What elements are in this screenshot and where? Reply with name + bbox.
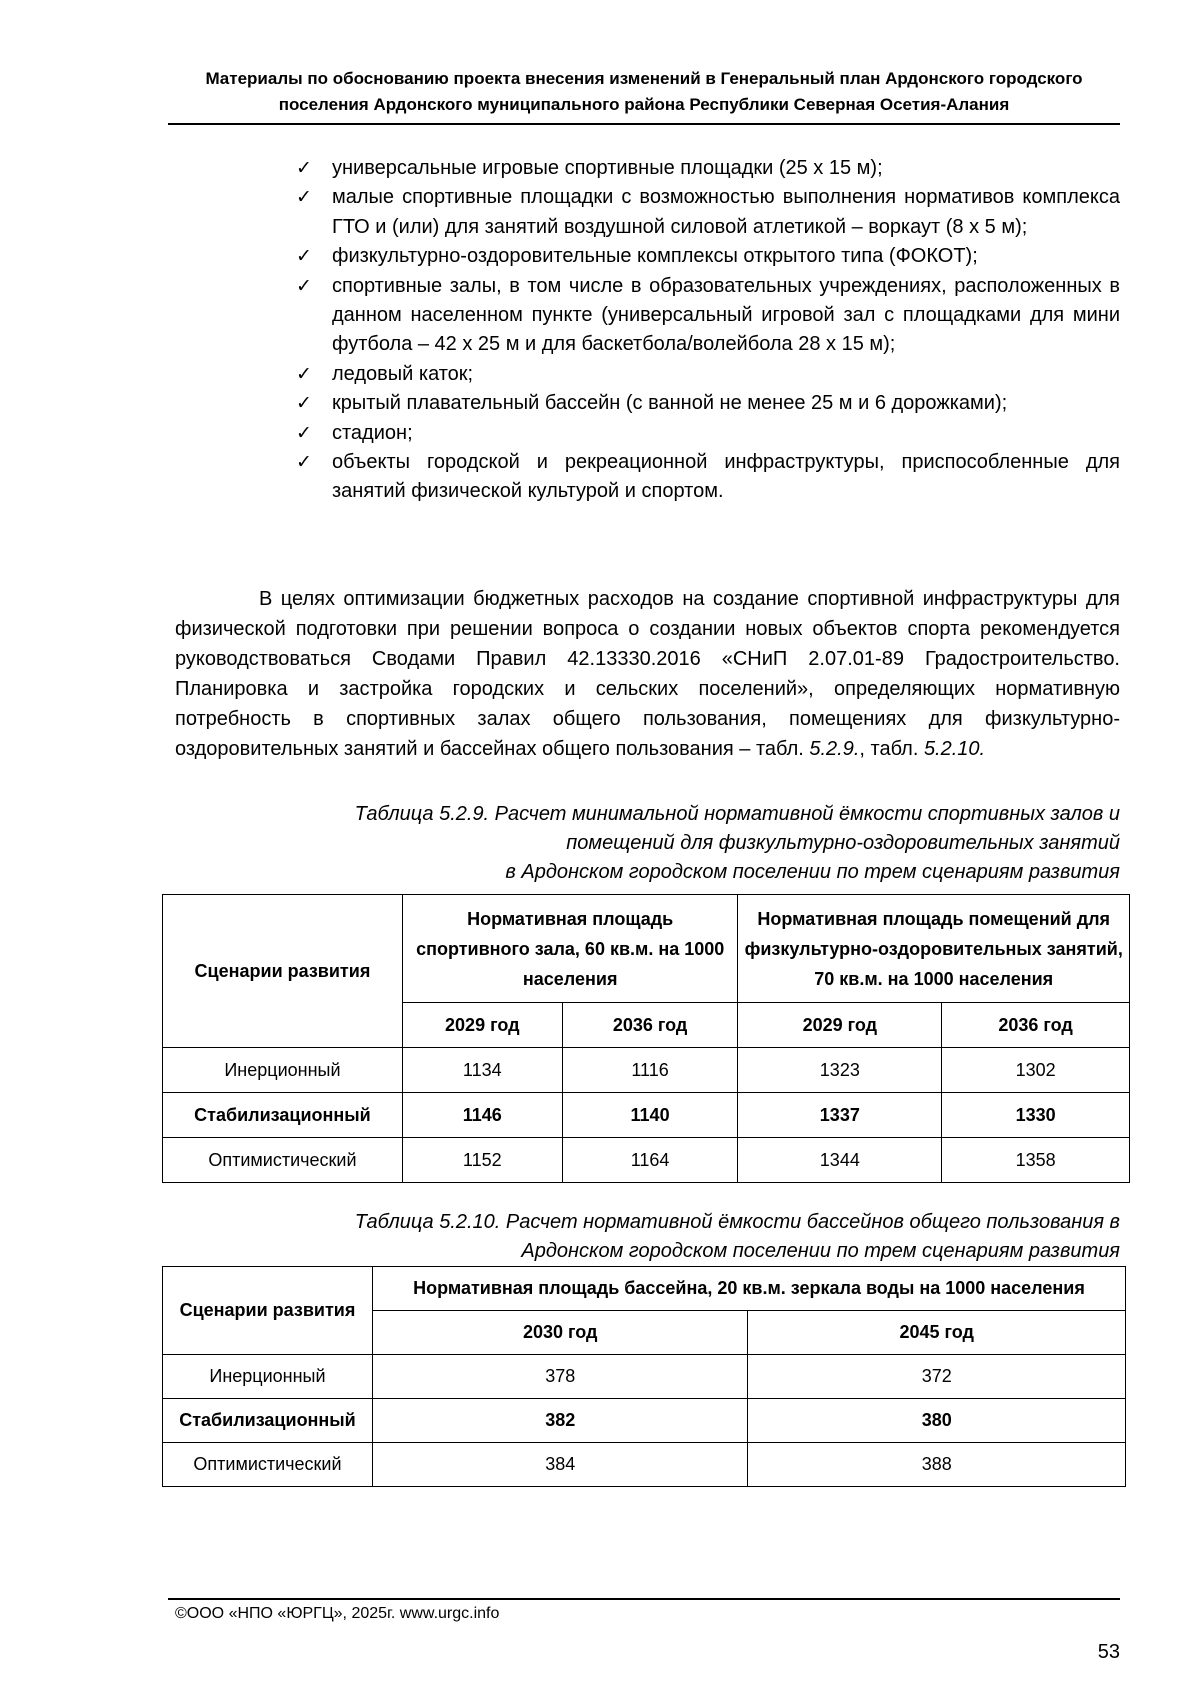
list-item: ✓ крытый плавательный бассейн (с ванной не менее 25 м и 6 дорожками);: [296, 389, 1120, 418]
column-header: 2036 год: [562, 1003, 738, 1048]
footer-divider: [168, 1598, 1120, 1600]
column-header: 2036 год: [942, 1003, 1130, 1048]
list-item: ✓ стадион;: [296, 419, 1120, 448]
header-line-2: поселения Ардонского муниципального района Республики Северная Осетия-Алания: [278, 95, 1010, 114]
column-header: Нормативная площадь помещений для физкультурно-оздоровительных занятий, 70 кв.м. на 1000 населения: [738, 895, 1130, 1003]
checkmark-icon: ✓: [296, 392, 312, 415]
header-divider: [168, 123, 1120, 125]
header-line-1: Материалы по обоснованию проекта внесения изменений в Генеральный план Ардонского городского: [205, 69, 1083, 88]
checkmark-icon: ✓: [296, 245, 312, 268]
table2-caption: Таблица 5.2.10. Расчет нормативной ёмкости бассейнов общего пользования в Ардонском городском поселении по трем сценариям развития: [354, 1211, 1120, 1262]
footer-copyright: ©ООО «НПО «ЮРГЦ», 2025г. www.urgc.info: [175, 1605, 500, 1622]
checkmark-icon: ✓: [296, 451, 312, 474]
list-item: ✓ физкультурно-оздоровительные комплексы открытого типа (ФОКОТ);: [296, 242, 1120, 271]
checkmark-icon: ✓: [296, 157, 312, 179]
column-header: 2030 год: [372, 1311, 748, 1355]
list-item: ✓ объекты городской и рекреационной инфраструктуры, приспособленные для занятий физической культурой и спортом.: [296, 448, 1120, 507]
list-item: ✓ малые спортивные площадки с возможностью выполнения нормативов комплекса ГТО и (или) для занятий воздушной силовой атлетикой – воркаут (8 х 5 м);: [296, 183, 1120, 242]
page-number: 53: [1097, 1641, 1120, 1663]
column-header: Нормативная площадь спортивного зала, 60 кв.м. на 1000 населения: [402, 895, 738, 1003]
table-row: Оптимистический 384 388: [163, 1443, 1126, 1487]
bullet-list: [296, 154, 1120, 507]
table-row: Инерционный 378 372: [163, 1355, 1126, 1399]
table-row: Инерционный 1134 1116 1323 1302: [163, 1048, 1130, 1093]
table1-caption: Таблица 5.2.9. Расчет минимальной нормативной ёмкости спортивных залов и помещений для физкультурно-оздоровительных занятий в Ардонском городском поселении по трем сценариям развития: [354, 803, 1120, 883]
column-header: Сценарии развития: [163, 1267, 373, 1355]
column-header: 2029 год: [402, 1003, 562, 1048]
list-item: ✓ ледовый каток;: [296, 360, 1120, 389]
column-header: Нормативная площадь бассейна, 20 кв.м. зеркала воды на 1000 населения: [372, 1267, 1125, 1311]
checkmark-icon: ✓: [296, 421, 312, 444]
body-paragraph: В целях оптимизации бюджетных расходов на создание спортивной инфраструктуры для физической подготовки при решении вопроса о создании новых объектов спорта рекомендуется руководствоваться Сводами Правил 42.13330.2016 «СНиП 2.07.01-89 Градостроительство. Планировка и застройка городских и сельских поселений», определяющих нормативную потребность в спортивных залах общего пользования, помещениях для физкультурно-оздоровительных занятий и бассейнах общего пользования – табл. 5.2.9., табл. 5.2.10.: [175, 588, 1120, 760]
column-header: Сценарии развития: [163, 895, 403, 1048]
table-row: Стабилизационный 1146 1140 1337 1330: [163, 1093, 1130, 1138]
list-item: ✓ универсальные игровые спортивные площадки (25 х 15 м);: [296, 154, 1120, 183]
table-row: Стабилизационный 382 380: [163, 1399, 1126, 1443]
list-item: ✓ спортивные залы, в том числе в образовательных учреждениях, расположенных в данном населенном пункте (универсальный игровой зал с площадками для мини футбола – 42 х 25 м и для баскетбола/волейбола 28 х 15 м);: [296, 272, 1120, 360]
table-row: Оптимистический 1152 1164 1344 1358: [163, 1138, 1130, 1183]
checkmark-icon: ✓: [296, 274, 312, 297]
table-sports-halls: [162, 894, 1130, 1183]
table-ref-link: 5.2.10.: [923, 738, 986, 760]
checkmark-icon: ✓: [296, 362, 312, 385]
checkmark-icon: ✓: [296, 186, 312, 209]
column-header: 2045 год: [748, 1311, 1126, 1355]
page-header: [168, 66, 1120, 118]
table-pools: [162, 1266, 1126, 1487]
column-header: 2029 год: [738, 1003, 942, 1048]
table-ref-link: 5.2.9.: [809, 738, 860, 760]
